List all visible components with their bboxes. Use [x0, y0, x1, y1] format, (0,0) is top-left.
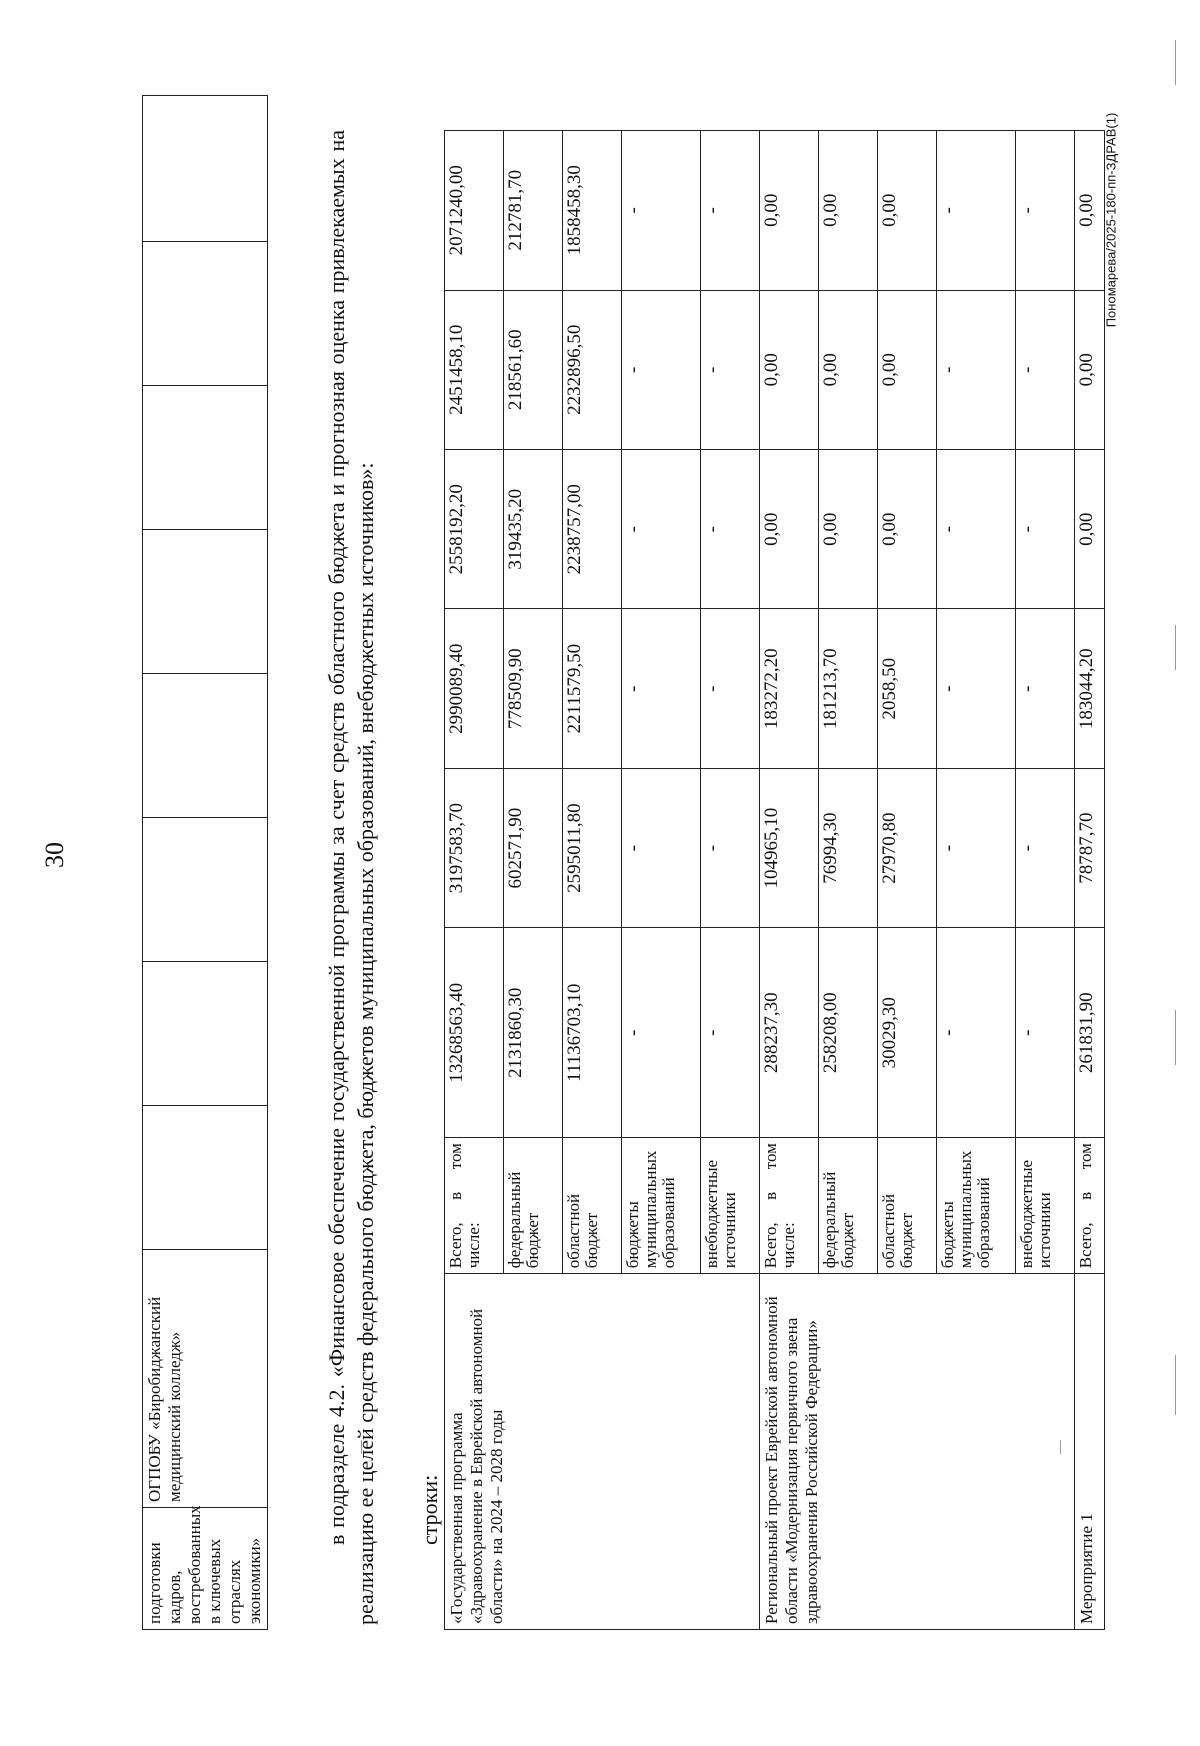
- program-name-cell: «Государственная программа «Здравоохранение в Еврейской автономной области» на 2024 – 2028 годы: [445, 1274, 760, 1630]
- value-cell: 104965,10: [760, 768, 819, 927]
- value-cell: 0,00: [760, 131, 819, 291]
- value-cell: 0,00: [819, 450, 878, 609]
- table-row: [445, 131, 504, 1630]
- value-cell: -: [1016, 450, 1075, 609]
- value-cell: 0,00: [760, 450, 819, 609]
- value-cell: -: [701, 450, 760, 609]
- top-table-empty-cell: [143, 242, 268, 386]
- value-cell: 2451458,10: [445, 290, 504, 449]
- category-total-cell: Всего, в том числе:: [445, 1138, 504, 1274]
- value-cell: -: [937, 450, 1016, 609]
- top-table-empty-cell: [143, 818, 268, 962]
- category-total-cell: Всего, в том: [1075, 1138, 1105, 1274]
- value-cell: -: [622, 609, 701, 768]
- value-cell: 261831,90: [1075, 928, 1105, 1138]
- value-cell: 183272,20: [760, 609, 819, 768]
- table-row: [1075, 131, 1105, 1630]
- value-cell: 0,00: [878, 290, 937, 449]
- table-row: [760, 131, 819, 1630]
- value-cell: 183044,20: [1075, 609, 1105, 768]
- activity-name-cell: Мероприятие 1: [1075, 1274, 1105, 1630]
- top-table-empty-cell: [143, 530, 268, 674]
- value-cell: 181213,70: [819, 609, 878, 768]
- value-cell: 2131860,30: [504, 928, 563, 1138]
- value-cell: 218561,60: [504, 290, 563, 449]
- project-name-cell: Региональный проект Еврейской автономной области «Модернизация первичного звена здравоохранения Российской Федерации»: [760, 1274, 1075, 1630]
- value-cell: 30029,30: [878, 928, 937, 1138]
- value-cell: 3197583,70: [445, 768, 504, 927]
- scan-mark: [1175, 40, 1176, 85]
- scan-mark: [1175, 625, 1176, 670]
- value-cell: 319435,20: [504, 450, 563, 609]
- value-cell: -: [622, 928, 701, 1138]
- category-regional-cell: областной бюджет: [563, 1138, 622, 1274]
- value-cell: -: [622, 131, 701, 291]
- value-cell: -: [937, 928, 1016, 1138]
- top-table-empty-cell: [143, 1106, 268, 1250]
- value-cell: 0,00: [1075, 450, 1105, 609]
- value-cell: -: [937, 290, 1016, 449]
- value-cell: -: [1016, 768, 1075, 927]
- page-number: 30: [40, 842, 69, 868]
- amendment-paragraph: [322, 130, 380, 1625]
- value-cell: -: [937, 609, 1016, 768]
- value-cell: 0,00: [878, 450, 937, 609]
- category-federal-cell: федеральный бюджет: [504, 1138, 563, 1274]
- value-cell: -: [1016, 290, 1075, 449]
- value-cell: 778509,90: [504, 609, 563, 768]
- top-table: [142, 95, 268, 1630]
- value-cell: 0,00: [819, 290, 878, 449]
- rows-label: строки:: [417, 1474, 442, 1545]
- value-cell: 76994,30: [819, 768, 878, 927]
- top-table-empty-cell: [143, 386, 268, 530]
- top-table-empty-cell: [143, 674, 268, 818]
- category-offbudget-cell: внебюджетные источники: [701, 1138, 760, 1274]
- value-cell: 2558192,20: [445, 450, 504, 609]
- value-cell: 258208,00: [819, 928, 878, 1138]
- amendment-text: в подразделе 4.2. «Финансовое обеспечение государственной программы за счет средств областного бюджета и прогнозная оценка привлекаемых на реализацию ее целей средств федерального бюджета, бюджетов муниципальных образований, внебюджетных источников»:: [324, 130, 378, 1625]
- value-cell: 288237,30: [760, 928, 819, 1138]
- value-cell: 13268563,40: [445, 928, 504, 1138]
- value-cell: -: [1016, 609, 1075, 768]
- category-municipal-cell: бюджеты муниципальных образований: [937, 1138, 1016, 1274]
- top-table-activity-cell: подготовки кадров, востребованных в ключевых отраслях экономики»: [143, 1508, 268, 1630]
- value-cell: 2232896,50: [563, 290, 622, 449]
- value-cell: -: [1016, 131, 1075, 291]
- value-cell: 2238757,00: [563, 450, 622, 609]
- value-cell: 0,00: [1075, 131, 1105, 291]
- value-cell: 0,00: [878, 131, 937, 291]
- value-cell: 0,00: [819, 131, 878, 291]
- value-cell: -: [701, 768, 760, 927]
- value-cell: -: [1016, 928, 1075, 1138]
- value-cell: 1858458,30: [563, 131, 622, 291]
- value-cell: 602571,90: [504, 768, 563, 927]
- value-cell: -: [622, 768, 701, 927]
- rotated-page-content: [40, 30, 1097, 1630]
- value-cell: 0,00: [1075, 290, 1105, 449]
- value-cell: 212781,70: [504, 131, 563, 291]
- financing-table: [444, 130, 1105, 1630]
- scan-mark: [1175, 1355, 1176, 1415]
- value-cell: 0,00: [760, 290, 819, 449]
- value-cell: -: [701, 290, 760, 449]
- value-cell: -: [622, 290, 701, 449]
- scan-mark: [1175, 1010, 1176, 1065]
- value-cell: 2211579,50: [563, 609, 622, 768]
- value-cell: 78787,70: [1075, 768, 1105, 927]
- value-cell: -: [937, 768, 1016, 927]
- value-cell: -: [701, 131, 760, 291]
- value-cell: -: [701, 928, 760, 1138]
- value-cell: 2595011,80: [563, 768, 622, 927]
- top-table-empty-cell: [143, 962, 268, 1106]
- value-cell: 11136703,10: [563, 928, 622, 1138]
- category-offbudget-cell: внебюджетные источники: [1016, 1138, 1075, 1274]
- top-table-empty-cell: [143, 96, 268, 242]
- value-cell: 2990089,40: [445, 609, 504, 768]
- category-municipal-cell: бюджеты муниципальных образований: [622, 1138, 701, 1274]
- value-cell: 27970,80: [878, 768, 937, 927]
- value-cell: -: [701, 609, 760, 768]
- document-footer: Пономарева/2025-180-пп-ЗДРАВ(1): [1103, 112, 1119, 328]
- category-federal-cell: федеральный бюджет: [819, 1138, 878, 1274]
- value-cell: -: [937, 131, 1016, 291]
- top-table-executor-cell: ОГПОБУ «Биробиджанский медицинский колледж»: [143, 1250, 268, 1508]
- category-regional-cell: областной бюджет: [878, 1138, 937, 1274]
- category-total-cell: Всего, в том числе:: [760, 1138, 819, 1274]
- value-cell: 2071240,00: [445, 131, 504, 291]
- value-cell: 2058,50: [878, 609, 937, 768]
- value-cell: -: [622, 450, 701, 609]
